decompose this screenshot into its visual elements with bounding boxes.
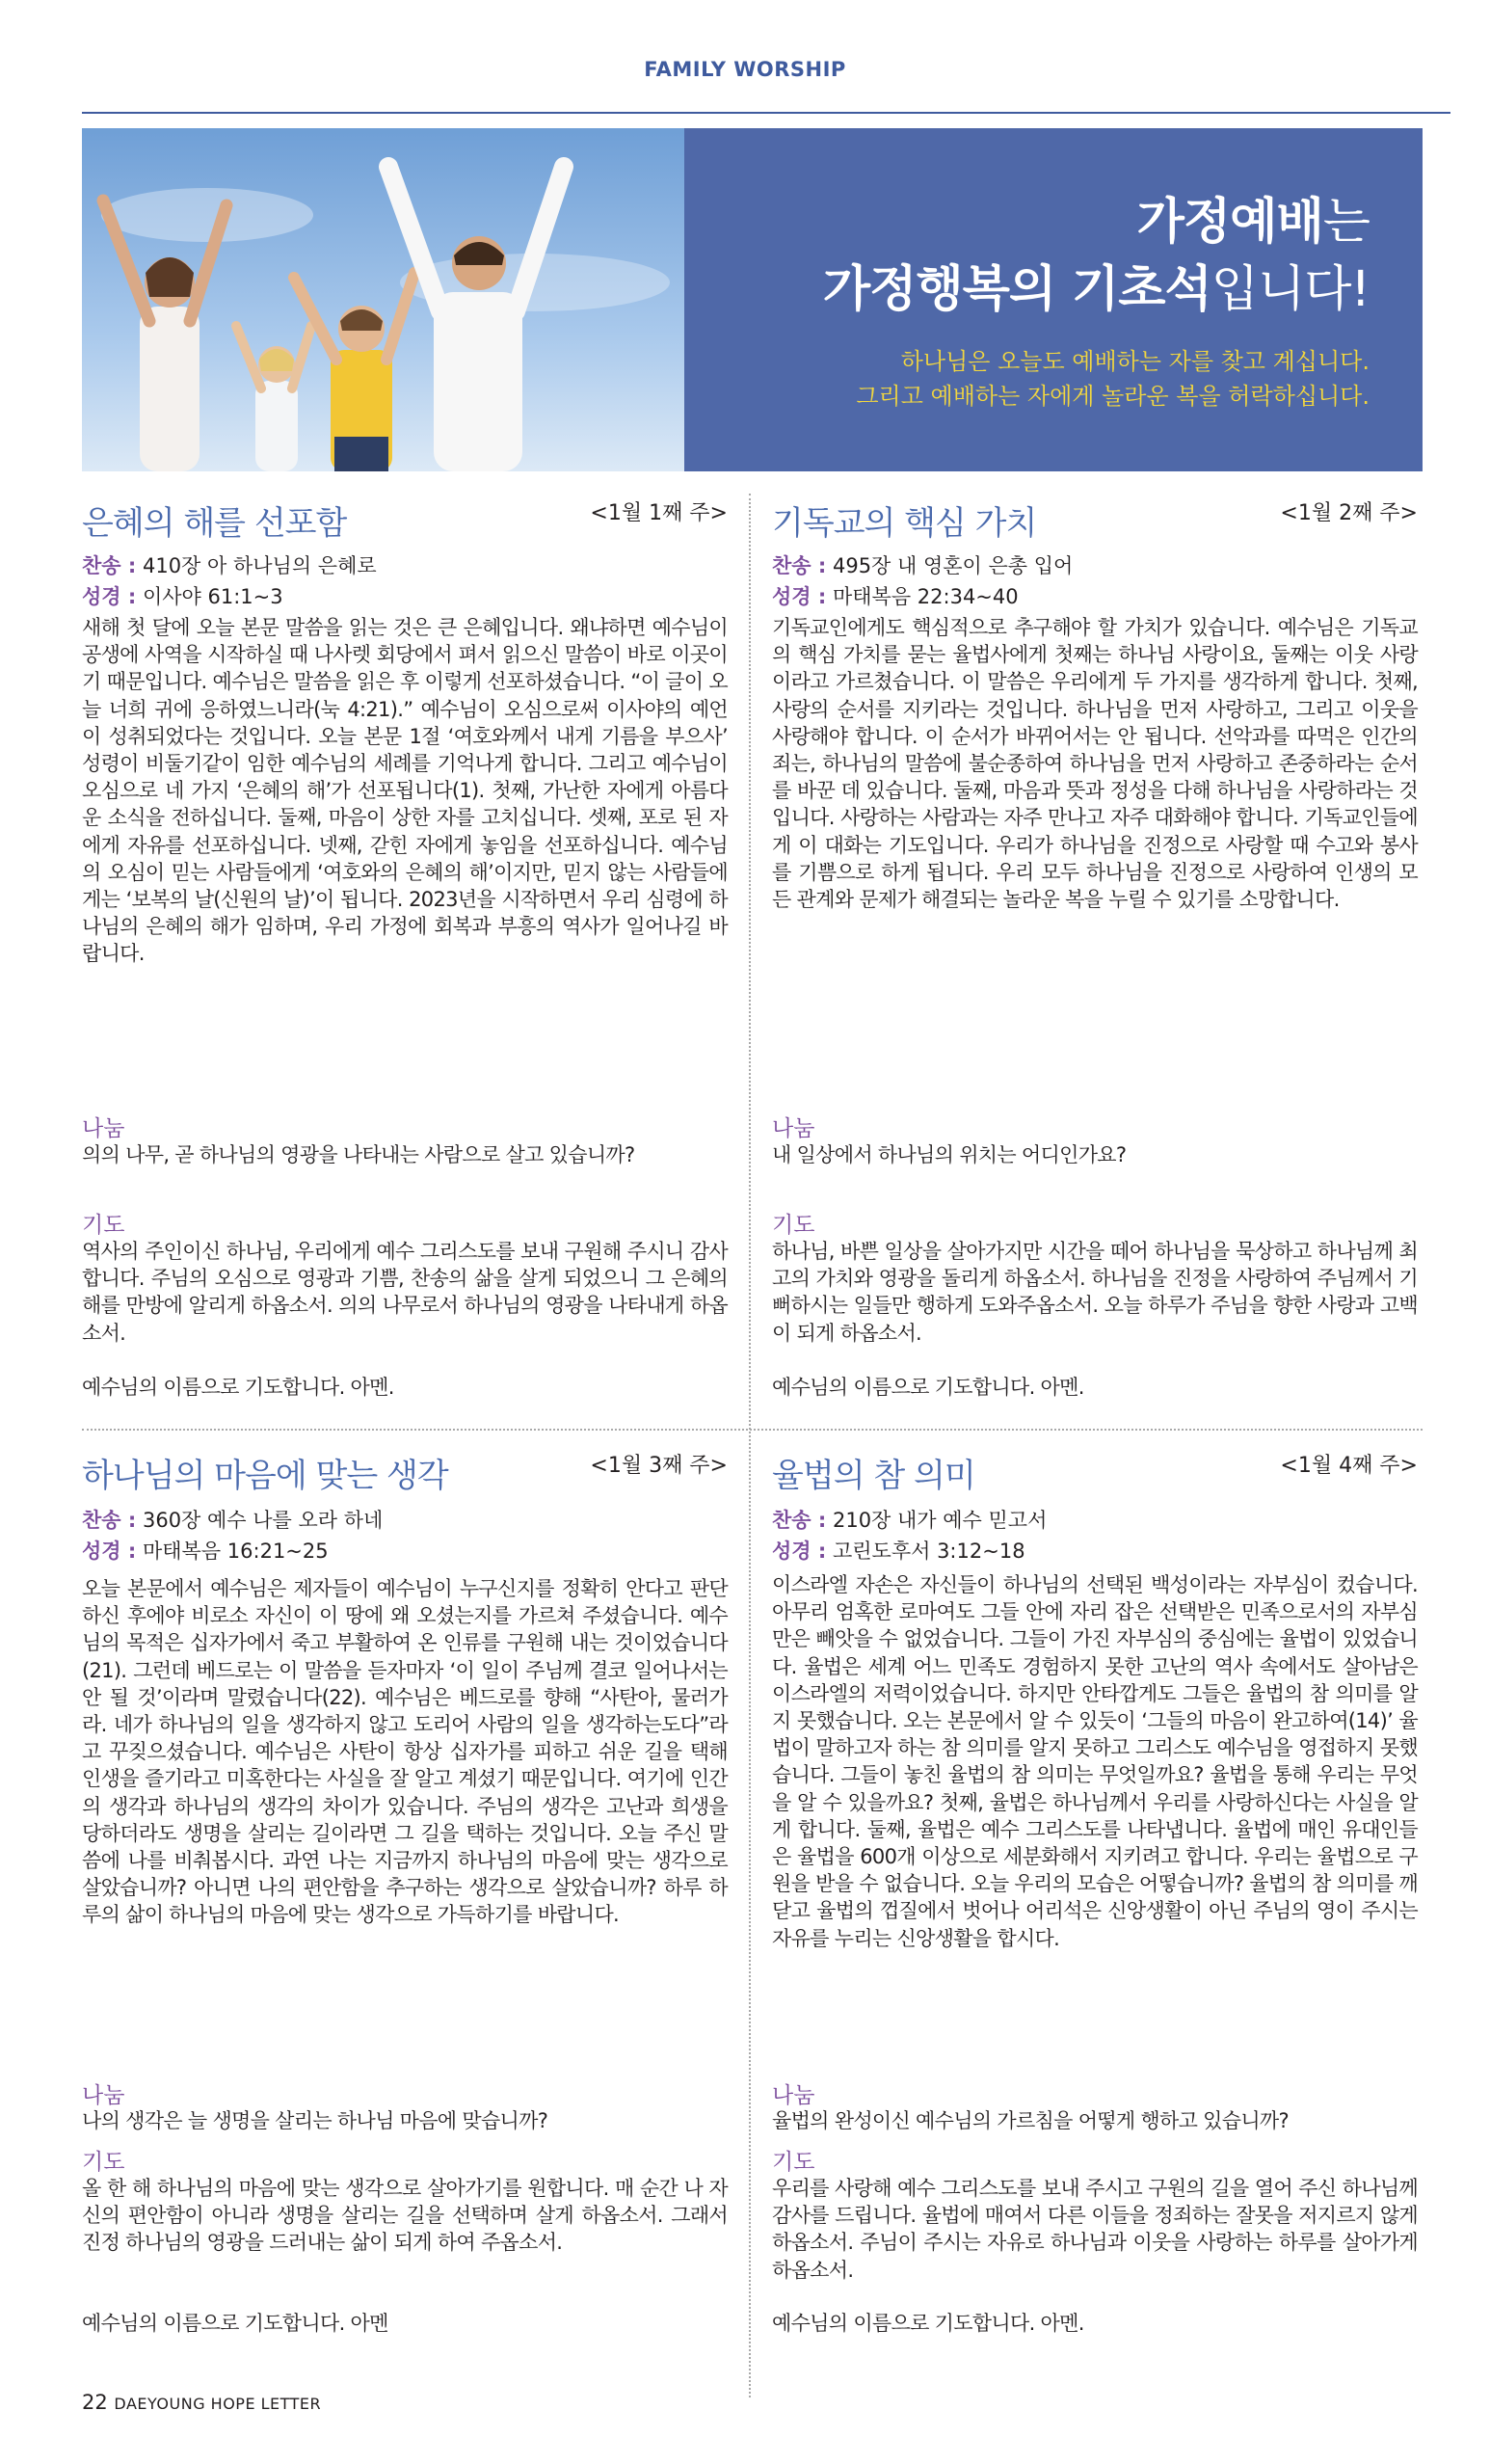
prayer-heading: 기도 [82, 1213, 125, 1238]
prayer-closing: 예수님의 이름으로 기도합니다. 아멘 [82, 2312, 388, 2335]
hero-text-panel [684, 128, 1423, 471]
prayer-closing: 예수님의 이름으로 기도합니다. 아멘. [82, 1376, 394, 1399]
hero-subline-1: 하나님은 오늘도 예배하는 자를 찾고 계십니다. [900, 348, 1370, 375]
share-heading: 나눔 [772, 2083, 815, 2108]
prayer-text: 우리를 사랑해 예수 그리스도를 보내 주시고 구원의 길을 열어 주신 하나님께 감사를 드립니다. 율법에 매여서 다른 이들을 정죄하는 잘못을 저지르지 않게 하옵소서. 주님이 주시는 자유로 하나님과 이웃을 사랑하는 하루를 살아가게 하옵소서. [772, 2177, 1418, 2282]
week-label: <1월 1째 주> [590, 501, 728, 525]
hero-subline-2: 그리고 예배하는 자에게 놀라운 복을 허락하십니다. [856, 383, 1370, 410]
prayer-text: 올 한 해 하나님의 마음에 맞는 생각으로 살아가기를 원합니다. 매 순간 나 자신의 편안함이 아니라 생명을 살리는 길을 선택하며 살게 하옵소서. 그래서 진정 하나님의 영광을 드러내는 삶이 되게 하여 주옵소서. [82, 2177, 728, 2255]
row-divider [82, 1429, 1423, 1431]
hymn-line: 찬송 : 360장 예수 나를 오라 하네 [82, 1509, 384, 1532]
prayer-text: 역사의 주인이신 하나님, 우리에게 예수 그리스도를 보내 구원해 주시니 감사합니다. 주님의 오심으로 영광과 기쁨, 찬송의 삶을 살게 되었으니 그 은혜의 해를 만방에 알리게 하옵소서. 의의 나무로서 하나님의 영광을 나타내게 하옵소서. [82, 1240, 728, 1345]
page-number: 22 [82, 2391, 108, 2414]
prayer-heading: 기도 [772, 2150, 815, 2175]
week-section [772, 1449, 1418, 2389]
hymn-line: 찬송 : 410장 아 하나님의 은혜로 [82, 554, 377, 577]
sermon-text: 이스라엘 자손은 자신들이 하나님의 선택된 백성이라는 자부심이 컸습니다. 아무리 엄혹한 로마여도 그들 안에 자리 잡은 선택받은 민족으로서의 자부심만은 빼앗을 수 없었습니다. 그들이 가진 자부심의 중심에는 율법이 있었습니다. 율법은 세계 어느 민족도 경험하지 못한 고난의 역사 속에서도 살아남은 이스라엘의 저력이었습니다. 하지만 안타깝게도 그들은 율법의 참 의미를 알지 못했습니다. 오는 본문에서 알 수 있듯이 ‘그들의 마음이 완고하여(14)’ 율법이 말하고자 하는 참 의미를 알지 못하고 그리스도 예수님을 영접하지 못했습니다. 그들이 놓친 율법의 참 의미는 무엇일까요? 율법을 통해 우리는 무엇을 알 수 있을까요? 첫째, 율법은 하나님께서 우리를 사랑하신다는 사실을 알게 합니다. 둘째, 율법은 예수 그리스도를 나타냅니다. 율법에 매인 유대인들은 율법을 600개 이상으로 세분화해서 지키려고 합니다. 우리는 율법으로 구원을 받을 수 없습니다. 오늘 우리의 모습은 어떻습니까? 율법의 참 의미를 깨닫고 율법의 껍질에서 벗어나 어리석은 신앙생활이 아닌 주님의 영이 주시는 자유를 누리는 신앙생활을 합시다. [772, 1573, 1418, 1950]
page-footer [82, 2391, 321, 2414]
share-question: 나의 생각은 늘 생명을 살리는 하나님 마음에 맞습니까? [82, 2109, 548, 2132]
prayer-closing: 예수님의 이름으로 기도합니다. 아멘. [772, 1376, 1084, 1399]
sermon-text: 기독교인에게도 핵심적으로 추구해야 할 가치가 있습니다. 예수님은 기독교의 핵심 가치를 묻는 율법사에게 첫째는 하나님 사랑이요, 둘째는 이웃 사랑이라고 가르쳤습니다. 이 말씀은 우리에게 두 가지를 생각하게 합니다. 첫째, 사랑의 순서를 지키라는 것입니다. 하나님을 먼저 사랑하고, 그리고 이웃을 사랑해야 합니다. 이 순서가 바뀌어서는 안 됩니다. 선악과를 따먹은 인간의 죄는, 하나님의 말씀에 불순종하여 하나님을 먼저 사랑하고 존중하라는 순서를 바꾼 데 있습니다. 둘째, 마음과 뜻과 정성을 다해 하나님을 사랑하라는 것입니다. 사랑하는 사람과는 자주 만나고 자주 대화해야 합니다. 기독교인들에게 이 대화는 기도입니다. 우리가 하나님을 진정으로 사랑할 때 수고와 봉사를 기쁨으로 하게 됩니다. 우리 모두 하나님을 진정으로 사랑하여 인생의 모든 관계와 문제가 해결되는 놀라운 복을 누릴 수 있기를 소망합니다. [772, 616, 1418, 912]
section-title: 은혜의 해를 선포함 [82, 504, 347, 543]
share-heading: 나눔 [772, 1116, 815, 1141]
share-question: 의의 나무, 곧 하나님의 영광을 나타내는 사람으로 살고 있습니까? [82, 1143, 635, 1166]
prayer-heading: 기도 [772, 1213, 815, 1238]
publication-name: DAEYOUNG HOPE LETTER [114, 2395, 322, 2413]
hero-headline-1: 가정예배는 [1136, 194, 1370, 251]
week-label: <1월 4째 주> [1280, 1454, 1418, 1478]
family-photo [82, 128, 684, 471]
prayer-heading: 기도 [82, 2150, 125, 2175]
prayer-text: 하나님, 바쁜 일상을 살아가지만 시간을 떼어 하나님을 묵상하고 하나님께 최고의 가치와 영광을 돌리게 하옵소서. 하나님을 진정을 사랑하여 주님께서 기뻐하시는 일들만 행하게 도와주옵소서. 오늘 하루가 주님을 향한 사랑과 고백이 되게 하옵소서. [772, 1240, 1418, 1345]
week-section [82, 496, 728, 1422]
section-title: 기독교의 핵심 가치 [772, 504, 1037, 543]
share-question: 내 일상에서 하나님의 위치는 어디인가요? [772, 1143, 1127, 1166]
share-heading: 나눔 [82, 2083, 125, 2108]
column-divider [749, 494, 751, 2397]
hymn-line: 찬송 : 495장 내 영혼이 은총 입어 [772, 554, 1074, 577]
section-title: 율법의 참 의미 [772, 1457, 975, 1495]
week-label: <1월 2째 주> [1280, 501, 1418, 525]
hymn-line: 찬송 : 210장 내가 예수 믿고서 [772, 1509, 1048, 1532]
sermon-text: 새해 첫 달에 오늘 본문 말씀을 읽는 것은 큰 은혜입니다. 왜냐하면 예수님이 공생에 사역을 시작하실 때 나사렛 회당에서 펴서 읽으신 말씀이 바로 이곳이기 때문입니다. 예수님은 말씀을 읽은 후 이렇게 선포하셨습니다. “이 글이 오늘 너희 귀에 응하였느니라(눅 4:21).” 예수님이 오심으로써 이사야의 예언이 성취되었다는 것입니다. 오늘 본문 1절 ‘여호와께서 내게 기름을 부으사’ 성령이 비둘기같이 임한 예수님의 세례를 기억나게 합니다. 그리고 예수님이 오심으로 네 가지 ‘은혜의 해’가 선포됩니다(1). 첫째, 가난한 자에게 아름다운 소식을 전하십니다. 둘째, 마음이 상한 자를 고치십니다. 셋째, 포로 된 자에게 자유를 선포하십니다. 넷째, 갇힌 자에게 놓임을 선포하십니다. 예수님의 오심이 믿는 사람들에게 ‘여호와의 은혜의 해’이지만, 믿지 않는 사람들에게는 ‘보복의 날(신원의 날)’이 됩니다. 2023년을 시작하면서 우리 심령에 하나님의 은혜의 해가 임하며, 우리 가정에 회복과 부흥의 역사가 일어나길 바랍니다. [82, 616, 728, 966]
prayer-closing: 예수님의 이름으로 기도합니다. 아멘. [772, 2312, 1084, 2335]
scripture-line: 성경 : 마태복음 22:34~40 [772, 585, 1019, 608]
sermon-text: 오늘 본문에서 예수님은 제자들이 예수님이 누구신지를 정확히 안다고 판단하신 후에야 비로소 자신이 이 땅에 왜 오셨는지를 가르쳐 주셨습니다. 예수님의 목적은 십자가에서 죽고 부활하여 온 인류를 구원해 내는 것이었습니다(21). 그런데 베드로는 이 말씀을 듣자마자 ‘이 일이 주님께 결코 일어나서는 안 될 것’이라며 말렸습니다(22). 예수님은 베드로를 향해 “사탄아, 물러가라. 네가 하나님의 일을 생각하지 않고 도리어 사람의 일을 생각하는도다”라고 꾸짖으셨습니다. 예수님은 사탄이 항상 십자가를 피하고 쉬운 길을 택해 인생을 즐기라고 미혹한다는 사실을 잘 알고 계셨기 때문입니다. 여기에 인간의 생각과 하나님의 생각의 차이가 있습니다. 주님의 생각은 고난과 희생을 당하더라도 생명을 살리는 길이라면 그 길을 택하는 것입니다. 오늘 주신 말씀에 나를 비춰봅시다. 과연 나는 지금까지 하나님의 마음에 맞는 생각으로 살았습니까? 아니면 나의 편안함을 추구하는 생각으로 살았습니까? 하루 하루의 삶이 하나님의 마음에 맞는 생각으로 가득하기를 바랍니다. [82, 1577, 728, 1927]
scripture-line: 성경 : 고린도후서 3:12~18 [772, 1540, 1025, 1563]
section-title: 하나님의 마음에 맞는 생각 [82, 1457, 448, 1495]
hero-banner [82, 128, 1423, 471]
share-heading: 나눔 [82, 1116, 125, 1141]
week-section [82, 1449, 728, 2389]
scripture-line: 성경 : 이사야 61:1~3 [82, 585, 283, 608]
header-rule [82, 112, 1450, 114]
share-question: 율법의 완성이신 예수님의 가르침을 어떻게 행하고 있습니까? [772, 2109, 1289, 2132]
header-title: FAMILY WORSHIP [644, 58, 846, 81]
hero-headline-2: 가정행복의 기초석입니다! [822, 261, 1370, 318]
week-section [772, 496, 1418, 1422]
scripture-line: 성경 : 마태복음 16:21~25 [82, 1540, 329, 1563]
week-label: <1월 3째 주> [590, 1454, 728, 1478]
